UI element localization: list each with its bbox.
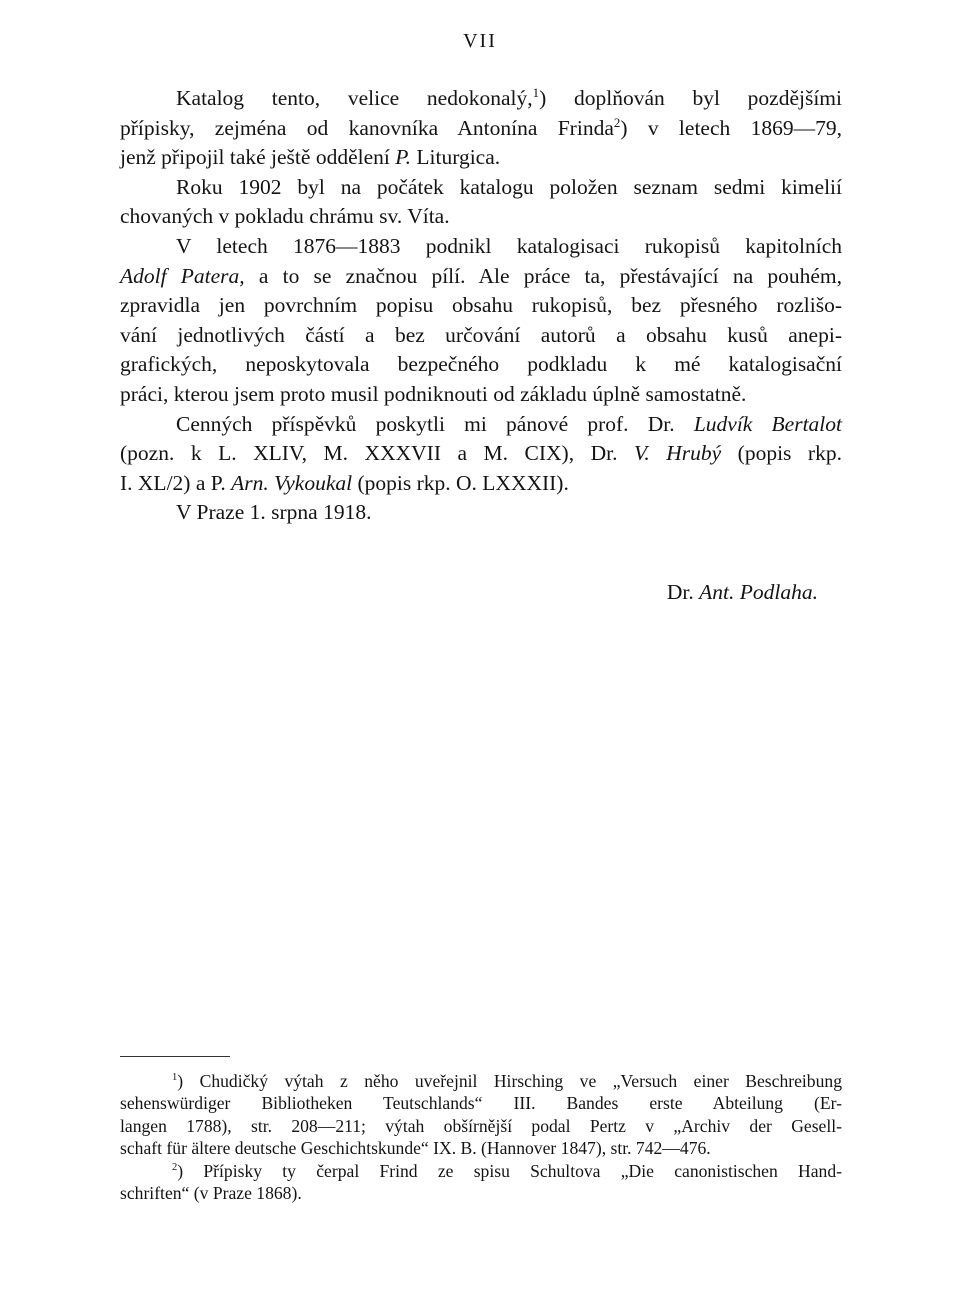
body-line	[120, 202, 842, 232]
footnote-marker: 1	[532, 85, 540, 100]
text-run: ) doplňován byl pozdějšími	[539, 86, 843, 110]
body-line	[120, 410, 842, 440]
footnotes	[120, 1070, 842, 1204]
body-line	[120, 232, 842, 262]
italic-text: Adolf Patera,	[120, 263, 245, 288]
body-line	[120, 321, 842, 351]
body-line	[120, 262, 842, 292]
page-number: VII	[463, 30, 497, 52]
footnote-line	[120, 1092, 842, 1114]
body-line	[120, 291, 842, 321]
body-line	[120, 173, 842, 203]
signature-prefix: Dr.	[666, 580, 700, 604]
text-run: sehenswürdiger Bibliotheken Teutschlands“ III. Bandes erste Abteilung (Er-	[120, 1093, 842, 1114]
text-run: Cenných příspěvků poskytli mi pánové prof. Dr.	[176, 411, 694, 436]
text-run: práci, kterou jsem proto musil podniknouti od základu úplně samostatně.	[120, 381, 747, 406]
text-run: chovaných v pokladu chrámu sv. Víta.	[120, 204, 450, 229]
signature	[667, 580, 818, 605]
body-line	[120, 84, 842, 114]
body-line	[120, 114, 842, 144]
footnote-line	[120, 1182, 842, 1204]
body-text	[120, 84, 842, 498]
text-run: Roku 1902 byl na počátek katalogu položen seznam sedmi kimelií	[176, 174, 842, 199]
text-run: ) v letech 1869—79,	[620, 115, 842, 140]
text-run: I. XL/2) a P.	[120, 470, 232, 495]
text-run: schriften“ (v Praze 1868).	[120, 1183, 302, 1204]
text-run: langen 1788), str. 208—211; výtah obšírnější podal Pertz v „Archiv der Gesell-	[120, 1115, 842, 1136]
text-run: Katalog tento, velice nedokonalý,	[176, 86, 533, 110]
footnote-marker: 1	[172, 1072, 178, 1084]
body-line	[120, 350, 842, 380]
text-run: vání jednotlivých částí a bez určování autorů a obsahu kusů anepi-	[120, 322, 842, 347]
footnote-line	[120, 1137, 842, 1159]
italic-text: Arn. Vykoukal	[231, 470, 353, 495]
italic-text: V. Hrubý	[633, 441, 722, 466]
text-run: přípisky, zejména od kanovníka Antonína Frinda	[120, 115, 614, 140]
footnote-line	[120, 1115, 842, 1137]
text-run: zpravidla jen povrchním popisu obsahu rukopisů, bez přesného rozlišo-	[120, 293, 842, 318]
text-run: ) Přípisky ty čerpal Frind ze spisu Schultova „Die canonistischen Hand-	[177, 1160, 842, 1181]
text-run: grafických, neposkytovala bezpečného podkladu k mé katalogisační	[120, 352, 842, 377]
italic-text: Ludvík Bertalot	[693, 411, 842, 436]
body-line	[120, 143, 842, 173]
body-line	[120, 469, 842, 499]
text-run: Liturgica.	[410, 145, 501, 170]
footnote-marker: 2	[613, 115, 621, 130]
italic-text: P.	[395, 145, 411, 170]
text-run: schaft für ältere deutsche Geschichtskunde“ IX. B. (Hannover 1847), str. 742—476.	[120, 1138, 711, 1159]
footnote-line	[120, 1160, 842, 1182]
text-run: a to se značnou pílí. Ale práce ta, přestávající na pouhém,	[244, 263, 842, 288]
text-run: (pozn. k L. XLIV, M. XXXVII a M. CIX), Dr.	[120, 441, 634, 466]
footnote-rule	[120, 1056, 230, 1057]
footnote-marker: 2	[172, 1161, 178, 1173]
footnote-line	[120, 1070, 842, 1092]
body-line	[120, 439, 842, 469]
signature-name: Ant. Podlaha.	[699, 580, 818, 604]
text-run: ) Chudičký výtah z něho uveřejnil Hirsching ve „Versuch einer Beschreibung	[177, 1071, 842, 1091]
text-run: V letech 1876—1883 podnikl katalogisaci rukopisů kapitolních	[176, 233, 842, 258]
text-run: (popis rkp.	[721, 441, 842, 466]
place-date: V Praze 1. srpna 1918.	[176, 500, 372, 524]
text-run: (popis rkp. O. LXXXII).	[352, 470, 569, 495]
text-run: jenž připojil také ještě oddělení	[120, 145, 396, 170]
body-line	[120, 380, 842, 410]
